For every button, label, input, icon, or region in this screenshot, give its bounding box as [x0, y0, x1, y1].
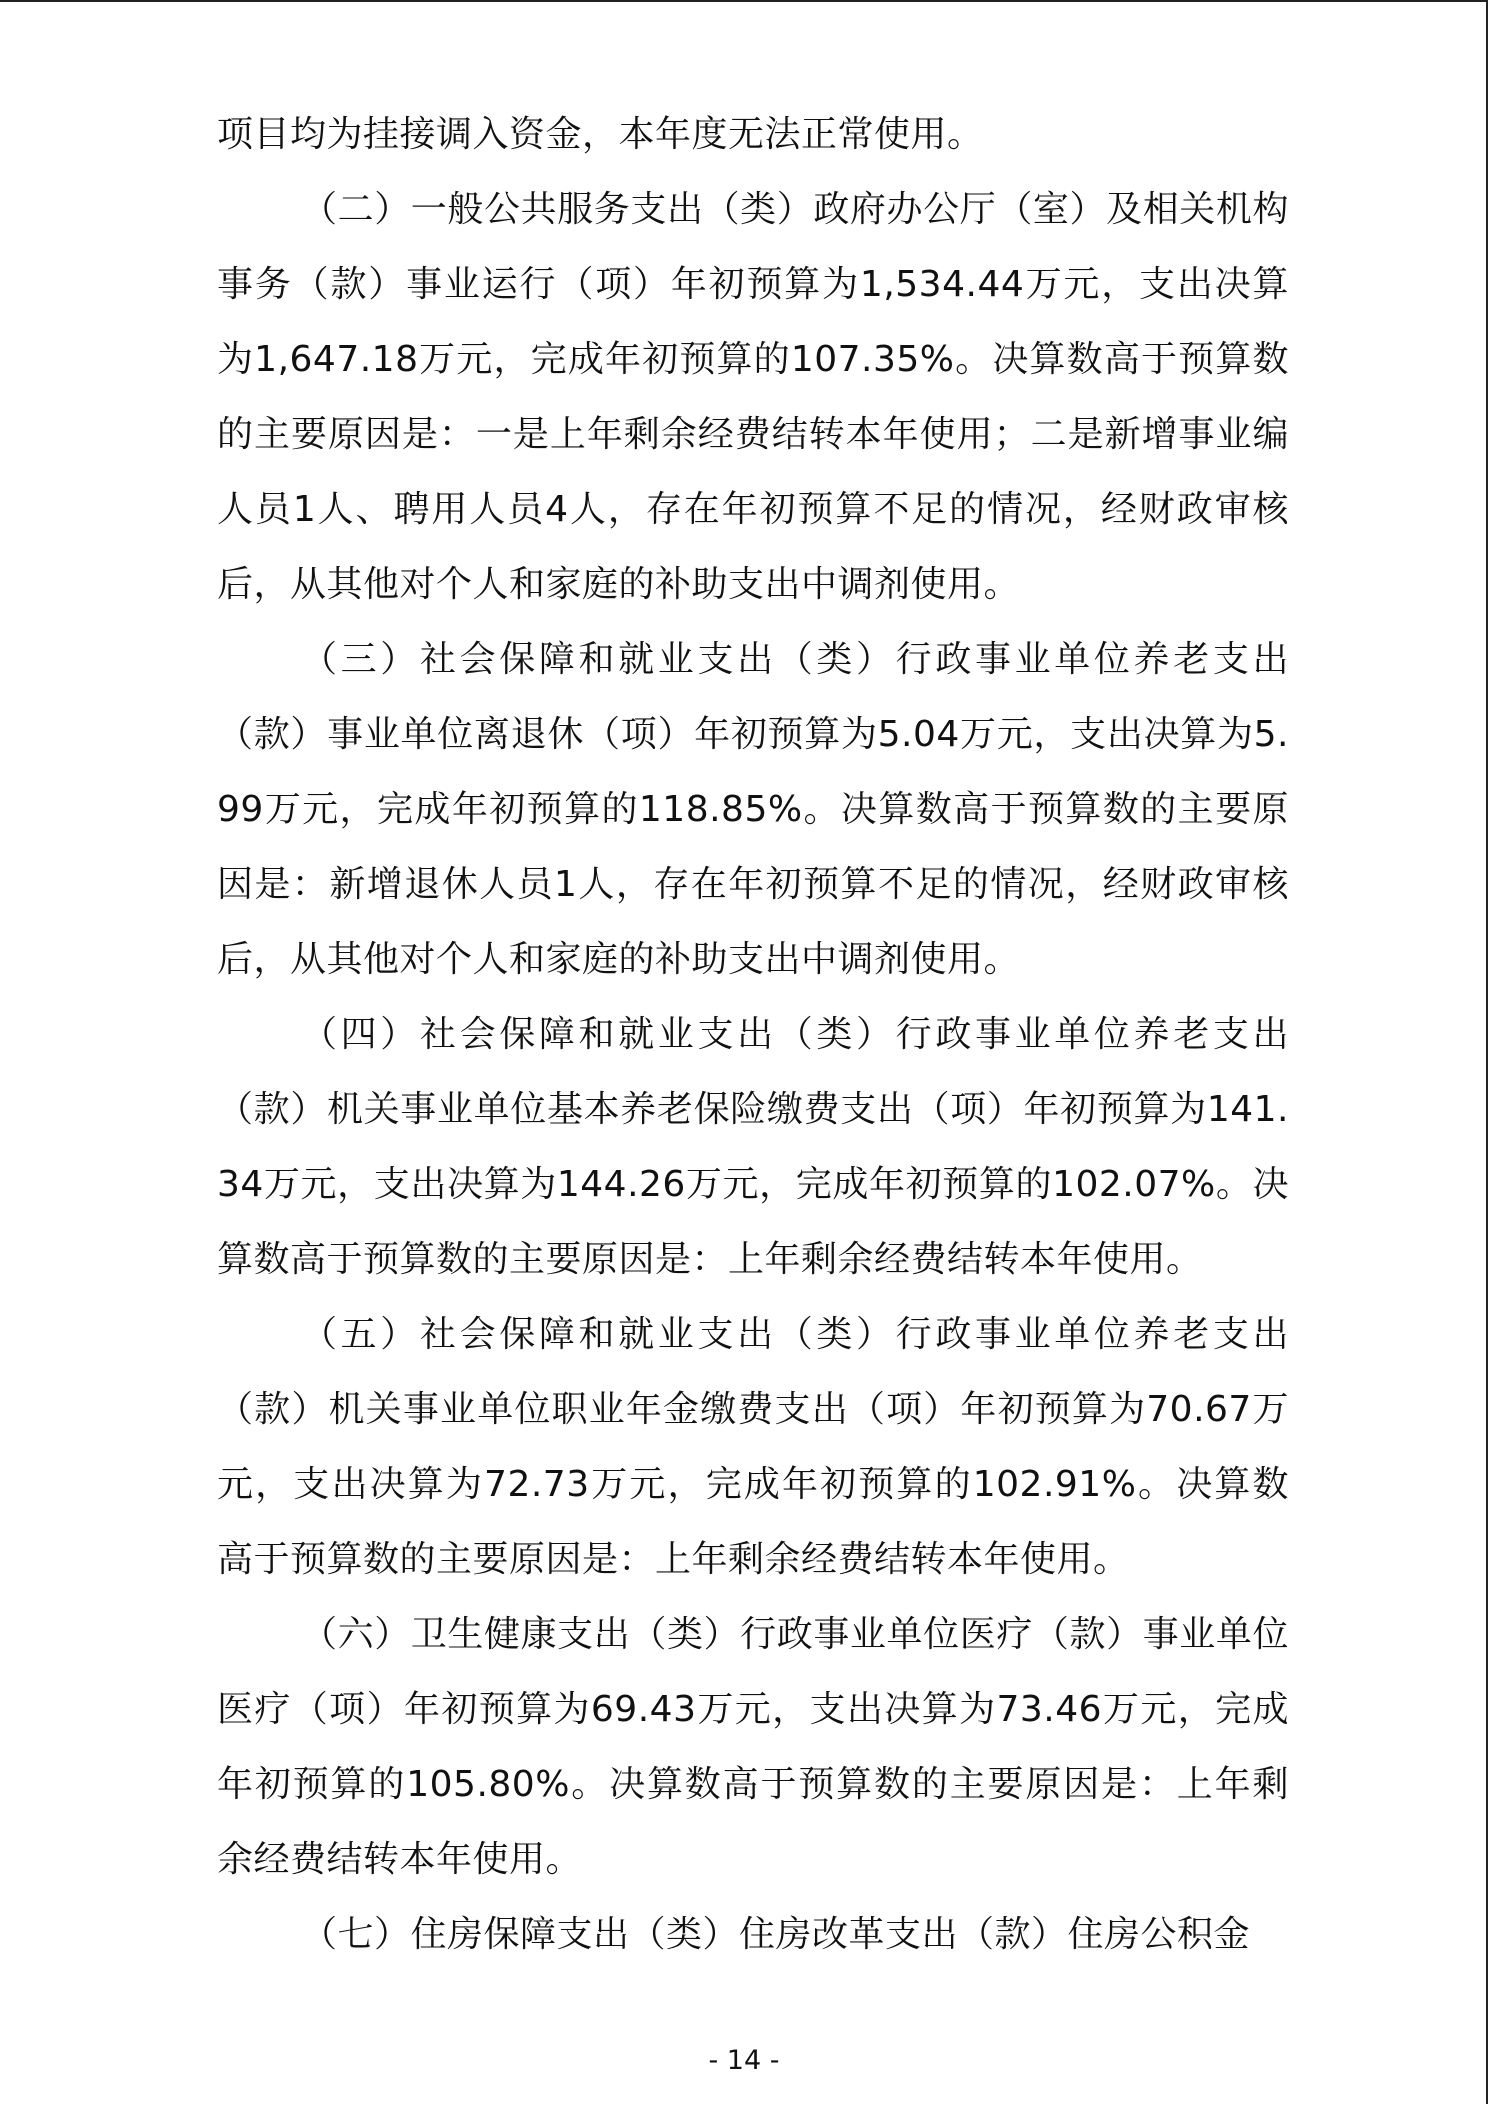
paragraph-item-7: （七）住房保障支出（类）住房改革支出（款）住房公积金 — [301, 1914, 1251, 1955]
paragraph-continuation: 项目均为挂接调入资金，本年度无法正常使用。 — [217, 114, 984, 155]
document-body — [217, 97, 1289, 1972]
paragraph-item-2: （二）一般公共服务支出（类）政府办公厅（室）及相关机构事务（款）事业运行（项）年初预算为1,534.44万元，支出决算为1,647.18万元，完成年初预算的107.35%。决算数高于预算数的主要原因是：一是上年剩余经费结转本年使用；二是新增事业编人员1人、聘用人员4人，存在年初预算不足的情况，经财政审核后，从其他对个人和家庭的补助支出中调剂使用。 — [217, 189, 1289, 605]
paragraph-item-5: （五）社会保障和就业支出（类）行政事业单位养老支出（款）机关事业单位职业年金缴费支出（项）年初预算为70.67万元，支出决算为72.73万元，完成年初预算的102.91%。决算数高于预算数的主要原因是：上年剩余经费结转本年使用。 — [217, 1314, 1289, 1580]
paragraph-item-4: （四）社会保障和就业支出（类）行政事业单位养老支出（款）机关事业单位基本养老保险缴费支出（项）年初预算为141.34万元，支出决算为144.26万元，完成年初预算的102.07%。决算数高于预算数的主要原因是：上年剩余经费结转本年使用。 — [217, 1014, 1289, 1280]
page-top-border — [0, 0, 1488, 2]
paragraph-item-6: （六）卫生健康支出（类）行政事业单位医疗（款）事业单位医疗（项）年初预算为69.43万元，支出决算为73.46万元，完成年初预算的105.80%。决算数高于预算数的主要原因是：上年剩余经费结转本年使用。 — [217, 1614, 1289, 1880]
paragraph-item-3: （三）社会保障和就业支出（类）行政事业单位养老支出（款）事业单位离退休（项）年初预算为5.04万元，支出决算为5.99万元，完成年初预算的118.85%。决算数高于预算数的主要原因是：新增退休人员1人，存在年初预算不足的情况，经财政审核后，从其他对个人和家庭的补助支出中调剂使用。 — [217, 639, 1289, 980]
page-number: - 14 - — [708, 2045, 780, 2076]
